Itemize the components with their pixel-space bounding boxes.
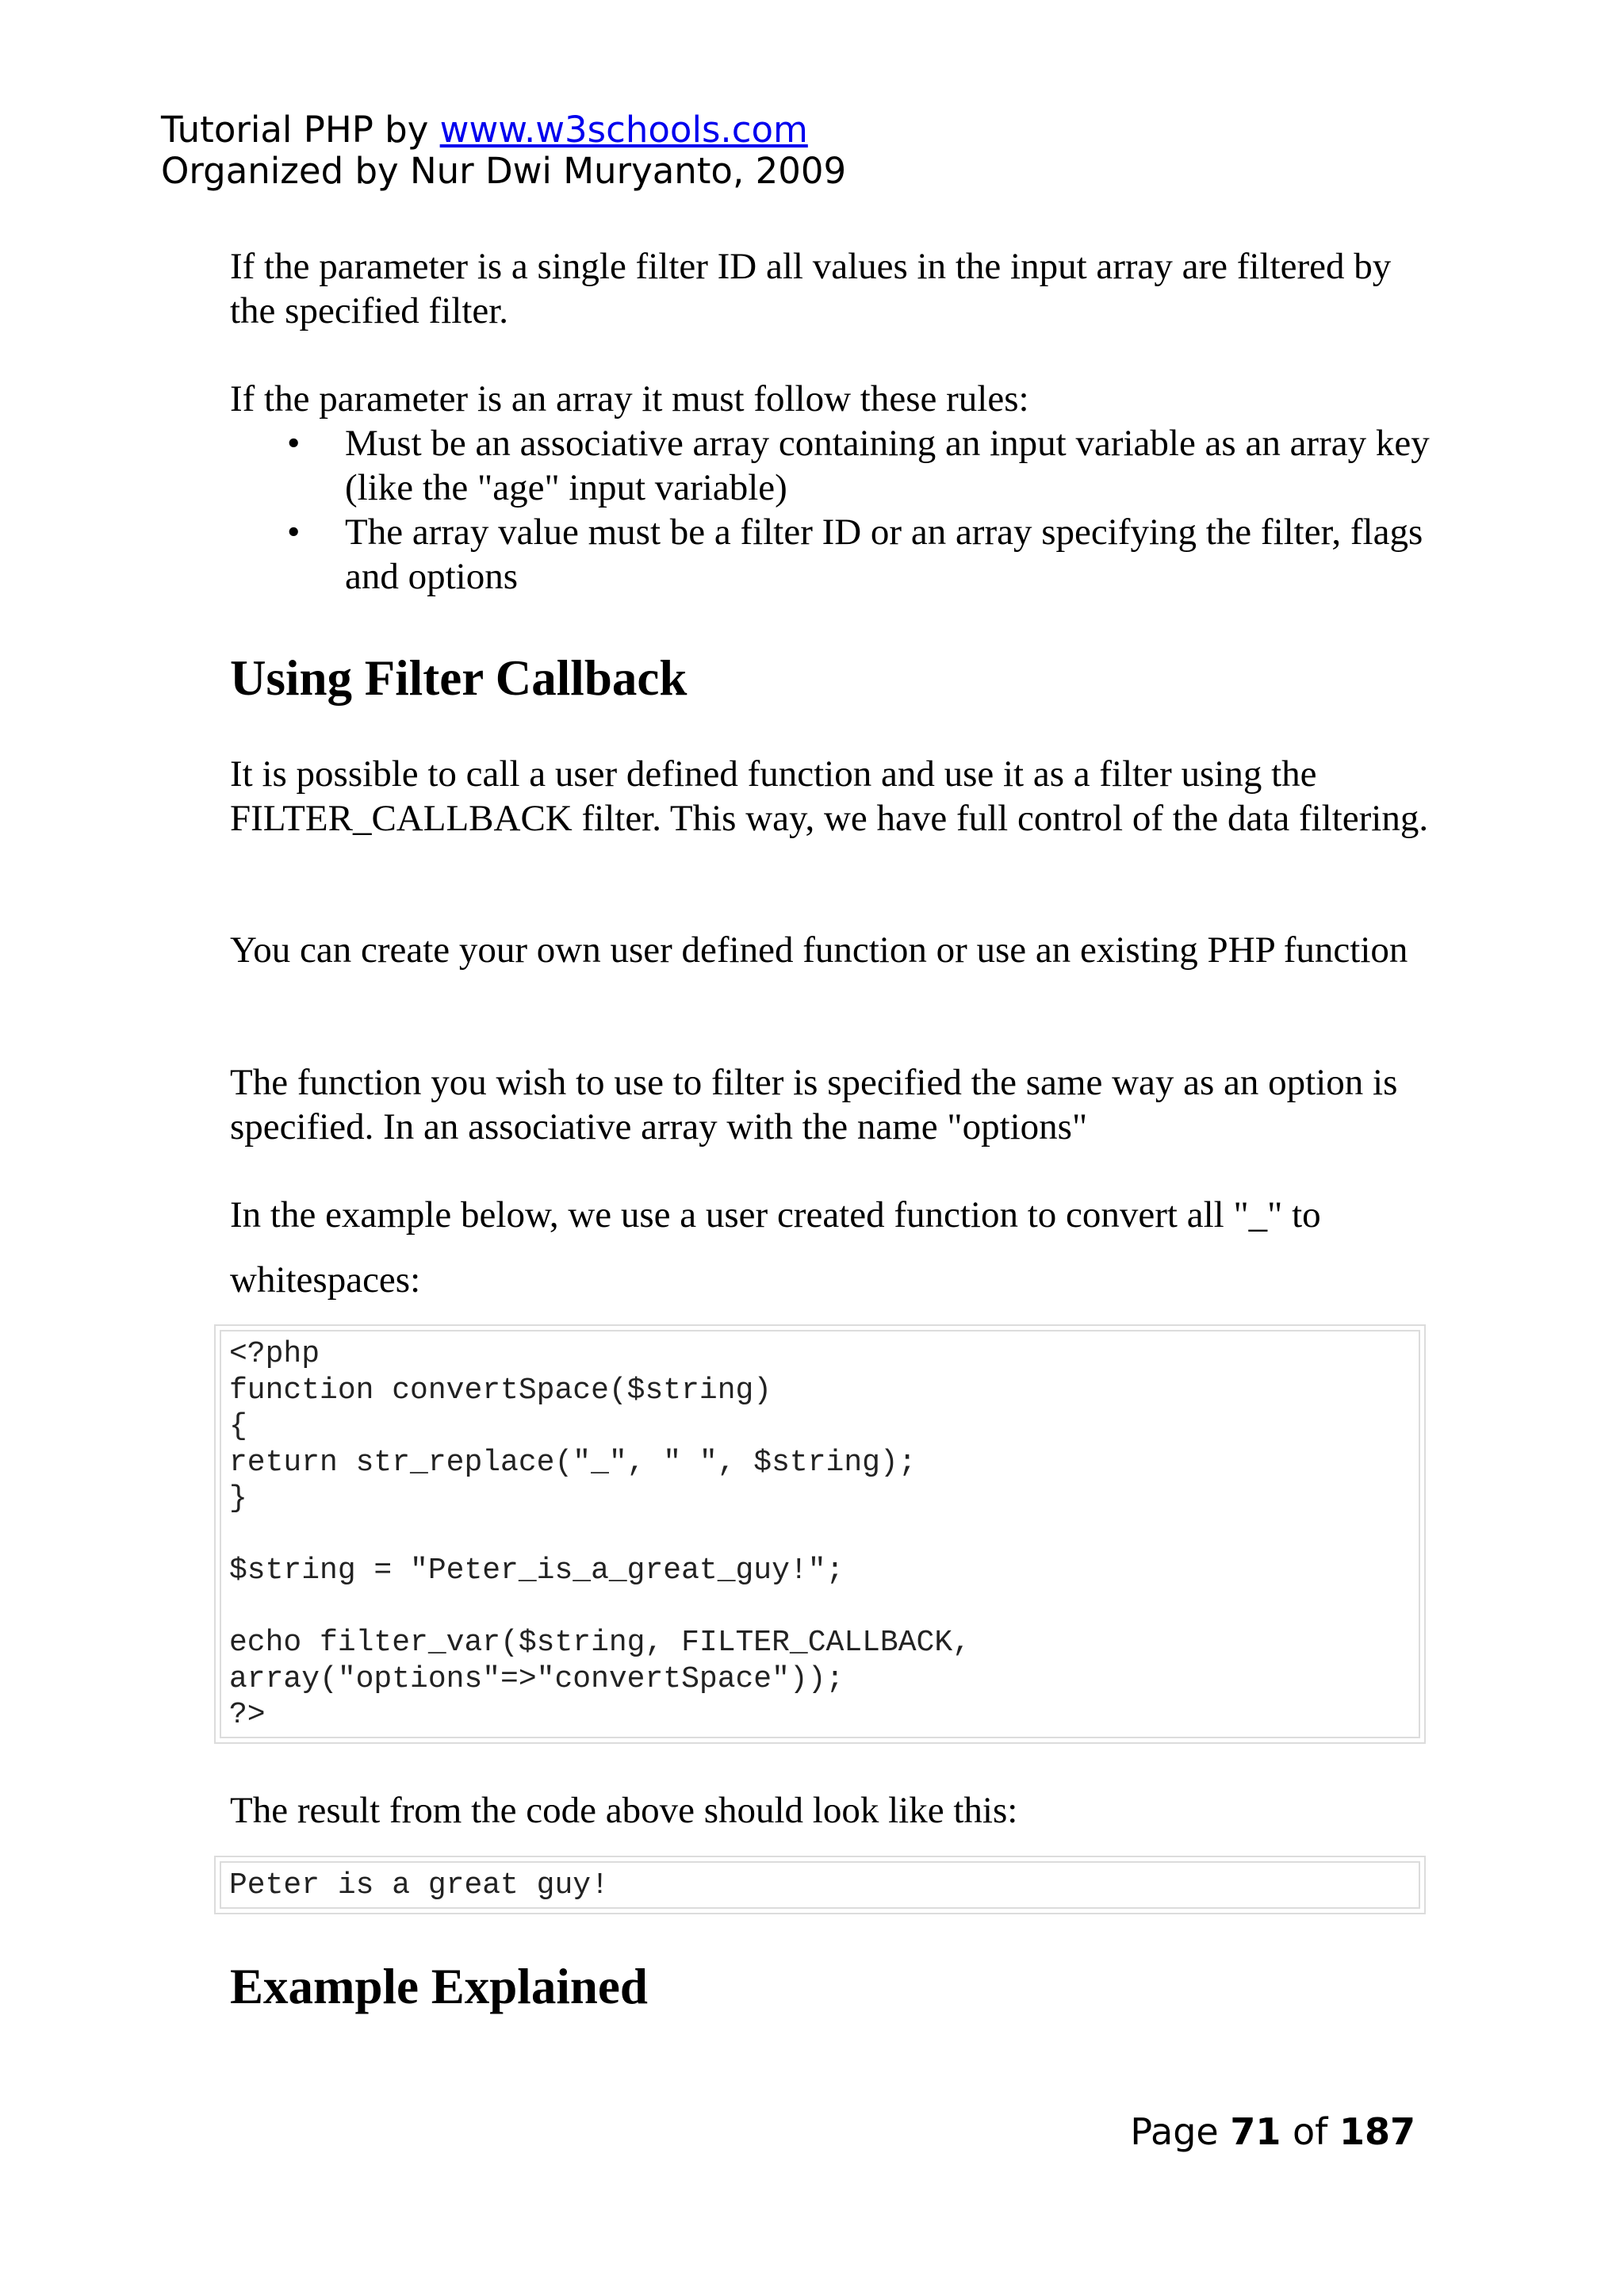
rules-list <box>230 421 1435 599</box>
code-example-box <box>214 1324 1426 1744</box>
list-item-text: The array value must be a filter ID or an array specifying the filter, flags and options <box>345 511 1423 597</box>
bullet-icon: • <box>287 511 301 553</box>
page-number: 71 <box>1230 2110 1281 2153</box>
w3schools-link[interactable]: www.w3schools.com <box>439 109 808 151</box>
paragraph-single-filter: If the parameter is a single filter ID all values in the input array are filtered by the specified filter. <box>230 246 1392 331</box>
list-item <box>230 510 1435 599</box>
heading-using-filter-callback: Using Filter Callback <box>230 650 688 706</box>
header-line-1 <box>161 109 846 151</box>
paragraph-array-rules: If the parameter is an array it must follow these rules: <box>230 378 1029 420</box>
paragraph-user-function: You can create your own user defined function or use an existing PHP function <box>230 929 1408 971</box>
paragraph-example-intro <box>230 1193 1435 1302</box>
list-item-text: Must be an associative array containing an input variable as an array key (like the "age" input variable) <box>345 423 1430 508</box>
header-prefix: Tutorial PHP by <box>161 109 440 151</box>
total-pages: 187 <box>1339 2110 1415 2153</box>
heading-example-explained: Example Explained <box>230 1959 648 2014</box>
bullet-icon: • <box>287 423 301 464</box>
output-box <box>214 1856 1426 1914</box>
list-item <box>230 421 1435 510</box>
header-line-2: Organized by Nur Dwi Muryanto, 2009 <box>161 150 847 192</box>
code-output: Peter is a great guy! <box>220 1861 1420 1909</box>
example-intro-line-1: In the example below, we use a user created function to convert all "_" to <box>230 1194 1321 1236</box>
example-intro-line-2: whitespaces: <box>230 1259 421 1301</box>
page-number-footer <box>1130 2109 1415 2154</box>
page-header <box>161 109 846 192</box>
code-example: <?php function convertSpace($string) { return str_replace("_", " ", $string); } $string = "Peter_is_a_great_guy!"; echo filter_var($string, FILTER_CALLBACK, array("options"=>"convertSpace")); ?> <box>220 1330 1420 1738</box>
paragraph-callback-intro: It is possible to call a user defined function and use it as a filter using the FILTER_CALLBACK filter. This way, we have full control of the data filtering. <box>230 753 1429 839</box>
paragraph-options: The function you wish to use to filter is specified the same way as an option is specified. In an associative array with the name "options" <box>230 1062 1398 1148</box>
of-word: of <box>1293 2110 1328 2153</box>
paragraph-result: The result from the code above should look like this: <box>230 1790 1018 1831</box>
page-word: Page <box>1130 2110 1219 2153</box>
